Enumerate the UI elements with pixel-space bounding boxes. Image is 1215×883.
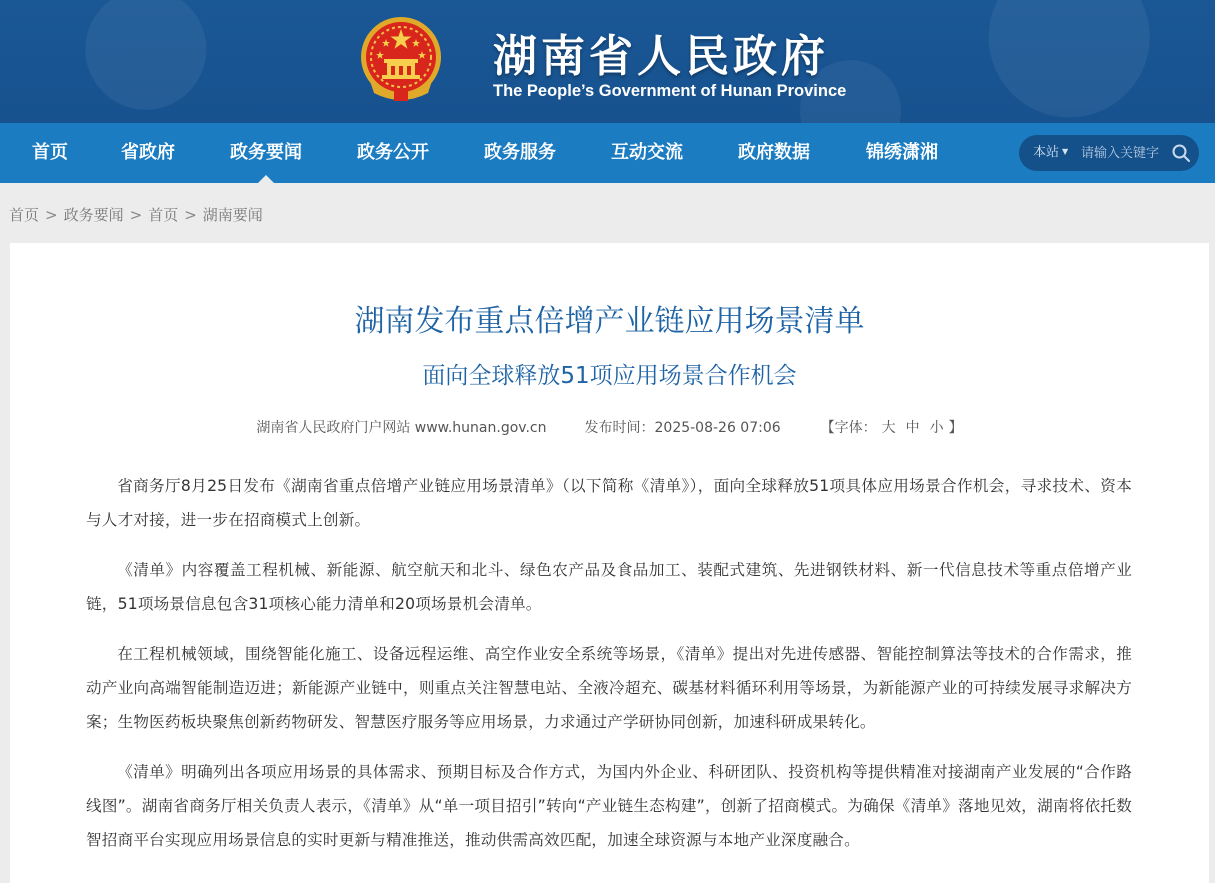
nav-item-interaction[interactable]: 互动交流 <box>611 142 683 163</box>
search-box <box>1019 135 1199 171</box>
nav-item-government-services[interactable]: 政务服务 <box>484 142 556 163</box>
site-subtitle: The People’s Government of Hunan Province <box>493 82 847 100</box>
search-scope-label: 本站 <box>1033 145 1060 160</box>
breadcrumb-separator: > <box>129 206 143 224</box>
nav-item-government-data[interactable]: 政府数据 <box>738 142 810 163</box>
site-title: 湖南省人民政府 <box>493 31 829 82</box>
breadcrumb-separator: > <box>45 206 58 224</box>
national-emblem-icon <box>358 15 444 105</box>
nav-item-government-news[interactable]: 政务要闻 <box>230 123 302 183</box>
search-icon[interactable] <box>1171 143 1191 163</box>
breadcrumb <box>9 204 263 225</box>
publish-time-label: 发布时间： <box>584 420 655 436</box>
font-size-medium-button[interactable]: 中 <box>905 420 920 436</box>
article-panel <box>10 243 1209 883</box>
font-size-small-button[interactable]: 小 <box>929 420 944 436</box>
search-scope-select[interactable] <box>1033 135 1068 172</box>
article-paragraph: 《清单》明确列出各项应用场景的具体需求、预期目标及合作方式，为国内外企业、科研团队、投资机构等提供精准对接湖南产业发展的“合作路线图”。湖南省商务厅相关负责人表示，《清单》从“单一项目招引”转向“产业链生态构建”，创新了招商模式。为确保《清单》落地见效，湖南将依托数智招商平台实现应用场景信息的实时更新与精准推送，推动供需高效匹配，加速全球资源与本地产业深度融合。 <box>86 763 1132 849</box>
nav-item-government-affairs-disclosure[interactable]: 政务公开 <box>357 142 429 163</box>
article-title: 湖南发布重点倍增产业链应用场景清单 <box>354 304 865 339</box>
font-size-label: 【字体： <box>820 420 877 436</box>
article-meta <box>10 417 1209 437</box>
font-size-large-button[interactable]: 大 <box>881 420 896 436</box>
breadcrumb-link-government-news[interactable]: 政务要闻 <box>63 206 124 224</box>
article-source: 湖南省人民政府门户网站 www.hunan.gov.cn <box>256 420 547 436</box>
article-paragraph: 在工程机械领域，围绕智能化施工、设备远程运维、高空作业安全系统等场景，《清单》提出对先进传感器、智能控制算法等技术的合作需求，推动产业向高端智能制造迈进；新能源产业链中，则重点关注智慧电站、全液冷超充、碳基材料循环利用等场景，为新能源产业的可持续发展寻求解决方案；生物医药板块聚焦创新药物研发、智慧医疗服务等应用场景，力求通过产学研协同创新，加速科研成果转化。 <box>86 645 1132 731</box>
caret-down-icon: ▼ <box>1062 147 1069 156</box>
search-input[interactable] <box>1081 141 1167 165</box>
breadcrumb-link-hunan-news[interactable]: 湖南要闻 <box>202 206 263 224</box>
breadcrumb-link-home[interactable]: 首页 <box>9 206 40 224</box>
breadcrumb-separator: > <box>184 206 197 224</box>
nav-item-provincial-government[interactable]: 省政府 <box>121 142 175 163</box>
nav-item-scenic-hunan[interactable]: 锦绣潇湘 <box>866 142 938 163</box>
article-paragraph: 省商务厅8月25日发布《湖南省重点倍增产业链应用场景清单》（以下简称《清单》），面向全球释放51项具体应用场景合作机会，寻求技术、资本与人才对接，进一步在招商模式上创新。 <box>86 477 1132 529</box>
font-size-close: 】 <box>948 420 963 436</box>
article-subtitle: 面向全球释放51项应用场景合作机会 <box>422 363 797 389</box>
article-body <box>86 469 1132 873</box>
nav-item-home[interactable]: 首页 <box>32 142 68 163</box>
article-paragraph: 《清单》内容覆盖工程机械、新能源、航空航天和北斗、绿色农产品及食品加工、装配式建筑、先进钢铁材料、新一代信息技术等重点倍增产业链，51项场景信息包含31项核心能力清单和20项场景机会清单。 <box>86 561 1132 613</box>
publish-time: 2025-08-26 07:06 <box>654 420 781 436</box>
breadcrumb-link-home-2[interactable]: 首页 <box>148 206 179 224</box>
main-nav <box>0 123 1215 183</box>
site-banner <box>0 0 1215 123</box>
